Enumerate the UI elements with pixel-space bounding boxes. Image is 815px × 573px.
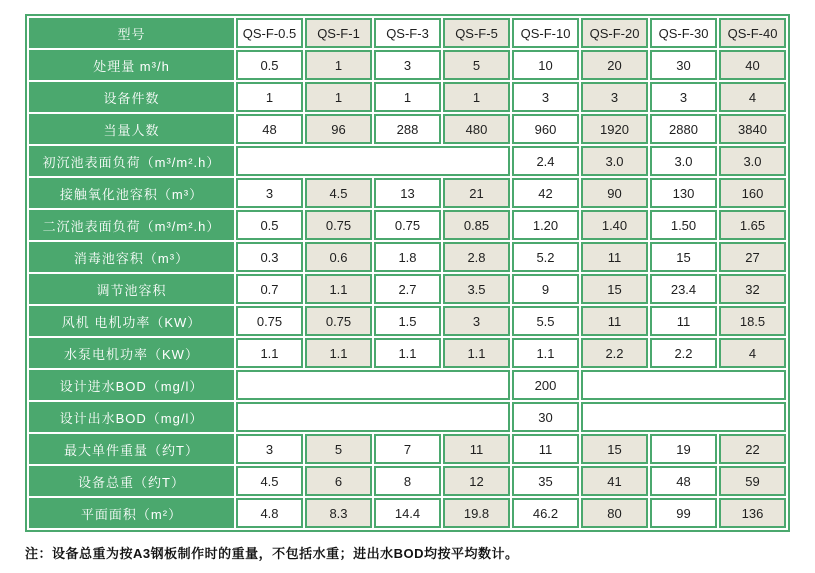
data-cell: 42 xyxy=(512,178,579,208)
row-label: 当量人数 xyxy=(29,114,234,144)
data-cell: 4 xyxy=(719,338,786,368)
data-cell: 19 xyxy=(650,434,717,464)
model-column-header: QS-F-0.5 xyxy=(236,18,303,48)
row-label: 调节池容积 xyxy=(29,274,234,304)
data-cell: 5.5 xyxy=(512,306,579,336)
data-cell: 0.75 xyxy=(236,306,303,336)
data-cell: 96 xyxy=(305,114,372,144)
data-cell: 0.75 xyxy=(374,210,441,240)
data-cell xyxy=(236,146,510,176)
table-row xyxy=(29,50,786,80)
data-cell: 3.5 xyxy=(443,274,510,304)
data-cell: 3.0 xyxy=(650,146,717,176)
data-cell: 19.8 xyxy=(443,498,510,528)
row-label: 风机 电机功率（KW） xyxy=(29,306,234,336)
table-row xyxy=(29,306,786,336)
data-cell: 960 xyxy=(512,114,579,144)
row-label: 水泵电机功率（KW） xyxy=(29,338,234,368)
data-cell: 0.7 xyxy=(236,274,303,304)
data-cell: 30 xyxy=(512,402,579,432)
model-column-header: QS-F-30 xyxy=(650,18,717,48)
row-label: 接触氧化池容积（m³） xyxy=(29,178,234,208)
data-cell: 3 xyxy=(443,306,510,336)
data-cell: 40 xyxy=(719,50,786,80)
data-cell: 15 xyxy=(650,242,717,272)
data-cell: 288 xyxy=(374,114,441,144)
model-column-header: QS-F-3 xyxy=(374,18,441,48)
data-cell: 0.6 xyxy=(305,242,372,272)
data-cell: 3 xyxy=(581,82,648,112)
data-cell: 15 xyxy=(581,274,648,304)
data-cell: 1.8 xyxy=(374,242,441,272)
data-cell: 200 xyxy=(512,370,579,400)
data-cell: 4.5 xyxy=(236,466,303,496)
table-row xyxy=(29,498,786,528)
data-cell: 11 xyxy=(512,434,579,464)
data-cell: 160 xyxy=(719,178,786,208)
data-cell: 1.5 xyxy=(374,306,441,336)
data-cell: 1.1 xyxy=(374,338,441,368)
row-label: 设备总重（约T） xyxy=(29,466,234,496)
data-cell: 3 xyxy=(236,434,303,464)
data-cell: 48 xyxy=(236,114,303,144)
data-cell: 480 xyxy=(443,114,510,144)
data-cell: 1 xyxy=(236,82,303,112)
row-label: 平面面积（m²） xyxy=(29,498,234,528)
footnote: 注：设备总重为按A3钢板制作时的重量，不包括水重；进出水BOD均按平均数计。 xyxy=(25,546,519,561)
data-cell: 1.1 xyxy=(236,338,303,368)
spec-table-body xyxy=(29,50,786,528)
data-cell: 35 xyxy=(512,466,579,496)
data-cell: 1.65 xyxy=(719,210,786,240)
data-cell: 2.4 xyxy=(512,146,579,176)
row-label: 处理量 m³/h xyxy=(29,50,234,80)
data-cell: 1.1 xyxy=(305,274,372,304)
data-cell: 0.75 xyxy=(305,210,372,240)
data-cell: 1.1 xyxy=(305,338,372,368)
data-cell: 8 xyxy=(374,466,441,496)
data-cell: 1 xyxy=(305,50,372,80)
data-cell: 5 xyxy=(443,50,510,80)
data-cell: 15 xyxy=(581,434,648,464)
data-cell: 46.2 xyxy=(512,498,579,528)
data-cell: 3.0 xyxy=(719,146,786,176)
data-cell: 11 xyxy=(581,306,648,336)
data-cell: 99 xyxy=(650,498,717,528)
data-cell: 1 xyxy=(305,82,372,112)
row-label: 消毒池容积（m³） xyxy=(29,242,234,272)
data-cell: 41 xyxy=(581,466,648,496)
table-row xyxy=(29,178,786,208)
table-row xyxy=(29,370,786,400)
spec-table xyxy=(25,14,790,532)
data-cell xyxy=(581,402,786,432)
table-row xyxy=(29,114,786,144)
data-cell: 22 xyxy=(719,434,786,464)
data-cell: 12 xyxy=(443,466,510,496)
data-cell: 30 xyxy=(650,50,717,80)
data-cell: 90 xyxy=(581,178,648,208)
data-cell: 0.75 xyxy=(305,306,372,336)
data-cell: 27 xyxy=(719,242,786,272)
data-cell: 80 xyxy=(581,498,648,528)
data-cell: 2.7 xyxy=(374,274,441,304)
data-cell: 20 xyxy=(581,50,648,80)
data-cell: 14.4 xyxy=(374,498,441,528)
data-cell: 9 xyxy=(512,274,579,304)
data-cell: 32 xyxy=(719,274,786,304)
data-cell: 21 xyxy=(443,178,510,208)
data-cell: 6 xyxy=(305,466,372,496)
data-cell: 1 xyxy=(374,82,441,112)
data-cell xyxy=(236,370,510,400)
header-row xyxy=(29,18,786,48)
data-cell: 11 xyxy=(443,434,510,464)
row-label: 最大单件重量（约T） xyxy=(29,434,234,464)
spec-table-head xyxy=(29,18,786,48)
data-cell: 11 xyxy=(650,306,717,336)
model-column-header: QS-F-10 xyxy=(512,18,579,48)
data-cell: 1.50 xyxy=(650,210,717,240)
data-cell: 18.5 xyxy=(719,306,786,336)
row-label: 初沉池表面负荷（m³/m².h） xyxy=(29,146,234,176)
data-cell: 59 xyxy=(719,466,786,496)
row-label: 设备件数 xyxy=(29,82,234,112)
table-row xyxy=(29,274,786,304)
data-cell: 0.5 xyxy=(236,210,303,240)
data-cell: 23.4 xyxy=(650,274,717,304)
table-row xyxy=(29,210,786,240)
data-cell: 2.2 xyxy=(581,338,648,368)
data-cell: 3 xyxy=(236,178,303,208)
data-cell: 136 xyxy=(719,498,786,528)
data-cell: 11 xyxy=(581,242,648,272)
data-cell: 5.2 xyxy=(512,242,579,272)
data-cell: 1920 xyxy=(581,114,648,144)
table-row xyxy=(29,242,786,272)
data-cell: 48 xyxy=(650,466,717,496)
data-cell: 1.1 xyxy=(443,338,510,368)
data-cell: 1.20 xyxy=(512,210,579,240)
table-row xyxy=(29,402,786,432)
data-cell: 3 xyxy=(374,50,441,80)
table-row xyxy=(29,146,786,176)
model-column-header: QS-F-40 xyxy=(719,18,786,48)
data-cell: 2.2 xyxy=(650,338,717,368)
data-cell: 0.3 xyxy=(236,242,303,272)
table-row xyxy=(29,434,786,464)
data-cell: 2880 xyxy=(650,114,717,144)
data-cell: 10 xyxy=(512,50,579,80)
model-column-header: QS-F-1 xyxy=(305,18,372,48)
data-cell xyxy=(581,370,786,400)
data-cell: 2.8 xyxy=(443,242,510,272)
data-cell: 130 xyxy=(650,178,717,208)
data-cell: 4.8 xyxy=(236,498,303,528)
data-cell: 3840 xyxy=(719,114,786,144)
data-cell: 3.0 xyxy=(581,146,648,176)
data-cell: 0.5 xyxy=(236,50,303,80)
table-row xyxy=(29,466,786,496)
data-cell: 4 xyxy=(719,82,786,112)
data-cell: 4.5 xyxy=(305,178,372,208)
data-cell: 5 xyxy=(305,434,372,464)
row-label: 设计进水BOD（mg/l） xyxy=(29,370,234,400)
data-cell: 3 xyxy=(512,82,579,112)
data-cell: 3 xyxy=(650,82,717,112)
data-cell xyxy=(236,402,510,432)
data-cell: 7 xyxy=(374,434,441,464)
data-cell: 13 xyxy=(374,178,441,208)
data-cell: 8.3 xyxy=(305,498,372,528)
table-row xyxy=(29,82,786,112)
data-cell: 1.1 xyxy=(512,338,579,368)
row-label: 二沉池表面负荷（m³/m².h） xyxy=(29,210,234,240)
model-row-label: 型号 xyxy=(29,18,234,48)
data-cell: 1.40 xyxy=(581,210,648,240)
table-row xyxy=(29,338,786,368)
model-column-header: QS-F-5 xyxy=(443,18,510,48)
row-label: 设计出水BOD（mg/l） xyxy=(29,402,234,432)
data-cell: 1 xyxy=(443,82,510,112)
model-column-header: QS-F-20 xyxy=(581,18,648,48)
data-cell: 0.85 xyxy=(443,210,510,240)
